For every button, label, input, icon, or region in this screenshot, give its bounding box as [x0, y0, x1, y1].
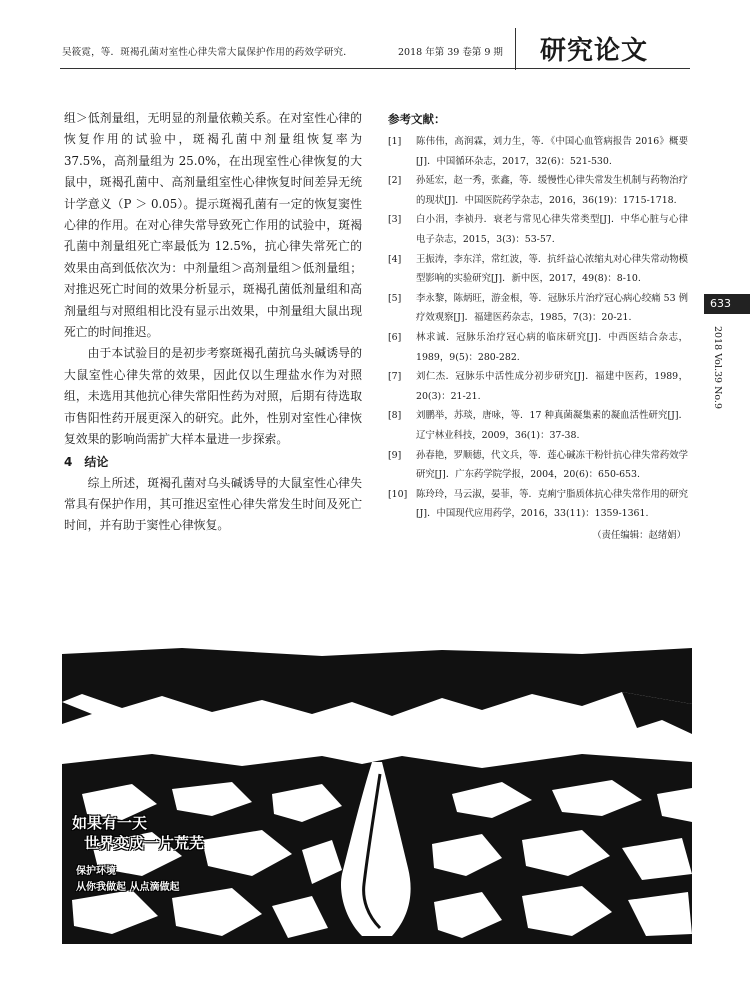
- environment-banner: [62, 644, 692, 944]
- reference-text: 陈伟伟，高润霖，刘力生，等．《中国心血管病报告 2016》概要[J]．中国循环杂志，2017，32(6)：521-530.: [416, 136, 688, 167]
- reference-item: [388, 328, 688, 367]
- responsible-editor: （责任编辑：赵绪娟）: [592, 529, 686, 541]
- section-title: 研究论文: [540, 36, 649, 66]
- page-number-tab: 633: [704, 294, 750, 314]
- banner-line-4: 从你我做起 从点滴做起: [76, 882, 180, 893]
- reference-number: [4]: [388, 253, 402, 265]
- reference-text: 白小涓，李祯丹．衰老与常见心律失常类型[J]．中华心脏与心律电子杂志，2015，3(3)：53-57.: [416, 214, 688, 245]
- issue-info: 2018 年第 39 卷第 9 期: [398, 47, 503, 58]
- conclusion-paragraph: 综上所述，斑褐孔菌对乌头碱诱导的大鼠室性心律失常具有保护作用，其可推迟室性心律失常发生时间及死亡时间，并有助于窦性心律恢复。: [64, 475, 362, 533]
- reference-item: [388, 406, 688, 445]
- banner-line-1: 如果有一天: [72, 814, 148, 832]
- reference-number: [1]: [388, 136, 402, 147]
- reference-item: [388, 171, 688, 210]
- reference-number: [9]: [388, 449, 402, 461]
- cracked-earth-image: [62, 644, 692, 944]
- running-title: 吴筱霓，等．斑褐孔菌对室性心律失常大鼠保护作用的药效学研究．: [62, 47, 354, 58]
- section-heading-conclusion: 4 结论: [64, 454, 109, 469]
- reference-item: [388, 289, 688, 328]
- reference-number: [2]: [388, 175, 402, 187]
- reference-text: 陈玲玲，马云淑，晏菲，等．克痢宁脂质体抗心律失常作用的研究[J]．中国现代应用药学，2016，33(11)：1359-1361.: [416, 488, 688, 520]
- reference-text: 孙延宏，赵一秀，张鑫，等．缓慢性心律失常发生机制与药物治疗的现状[J]．中国医院药学杂志，2016，36(19)：1715-1718.: [416, 175, 688, 206]
- banner-line-2: 世界变成一片荒芜: [84, 834, 205, 852]
- reference-item: [388, 485, 688, 524]
- reference-item: [388, 446, 688, 485]
- header-rule: [60, 68, 690, 69]
- reference-text: 刘鹏举，苏琰，唐咏，等．17 种真菌凝集素的凝血活性研究[J]．辽宁林业科技，2009，36(1)：37-38.: [416, 410, 688, 441]
- reference-number: [3]: [388, 214, 402, 226]
- volume-label: 2018 Vol.39 No.9: [712, 326, 723, 409]
- banner-line-3: 保护环境: [76, 866, 116, 877]
- header-divider: [515, 28, 516, 70]
- reference-text: 王振涛，李东洋，常红波，等．抗纤益心浓缩丸对心律失常动物模型影响的实验研究[J]．新中医，2017，49(8)：8-10.: [416, 253, 688, 285]
- references-heading: 参考文献：: [388, 112, 446, 126]
- main-text-column: [64, 108, 362, 537]
- reference-item: [388, 250, 688, 289]
- body-paragraph-1: 组＞低剂量组，无明显的剂量依赖关系。在对室性心律的恢复作用的试验中，斑褐孔菌中剂量组恢复率为 37.5%，高剂量组为 25.0%，在出现室性心律恢复的大鼠中，斑褐孔菌中、高剂量组室性心律恢复时间差异无统计学意义（P ＞ 0.05）。提示斑褐孔菌有一定的恢复窦性心律的作用。在对心律失常导致死亡作用的试验中，斑褐孔菌中剂量组死亡率最低为 12.5%，抗心律失常死亡的效果由高到低依次为：中剂量组＞高剂量组＞低剂量组；对推迟死亡时间的效果分析显示，斑褐孔菌低剂量组和高剂量组与对照组相比没有显示出效果，中剂量组大鼠出现死亡的时间推迟。: [64, 111, 362, 340]
- reference-text: 刘仁杰．冠脉乐中活性成分初步研究[J]．福建中医药，1989，20(3)：21-21.: [416, 371, 688, 402]
- reference-number: [5]: [388, 292, 402, 304]
- reference-item: [388, 367, 688, 406]
- reference-item: [388, 132, 688, 171]
- reference-number: [7]: [388, 371, 402, 383]
- reference-list: [388, 132, 688, 524]
- reference-text: 孙春艳，罗顺德，代文兵，等．莲心碱冻干粉针抗心律失常药效学研究[J]．广东药学院学报，2004，20(6)：650-653.: [416, 449, 688, 481]
- reference-text: 林求诚．冠脉乐治疗冠心病的临床研究[J]．中西医结合杂志，1989，9(5)：280-282.: [416, 331, 688, 363]
- reference-item: [388, 210, 688, 249]
- reference-text: 李永黎，陈炳旺，游金根，等．冠脉乐片治疗冠心病心绞痛 53 例疗效观察[J]．福建医药杂志，1985，7(3)：20-21.: [416, 292, 688, 324]
- references-column: [388, 108, 688, 545]
- reference-number: [6]: [388, 331, 402, 343]
- body-paragraph-2: 由于本试验目的是初步考察斑褐孔菌抗乌头碱诱导的大鼠室性心律失常的效果，因此仅以生理盐水作为对照组，未选用其他抗心律失常阳性药为对照，后期有待选取市售阳性药开展更深入的研究。此外，性别对室性心律恢复效果的影响尚需扩大样本量进一步探索。: [64, 346, 362, 447]
- reference-number: [10]: [388, 488, 408, 500]
- reference-number: [8]: [388, 410, 402, 422]
